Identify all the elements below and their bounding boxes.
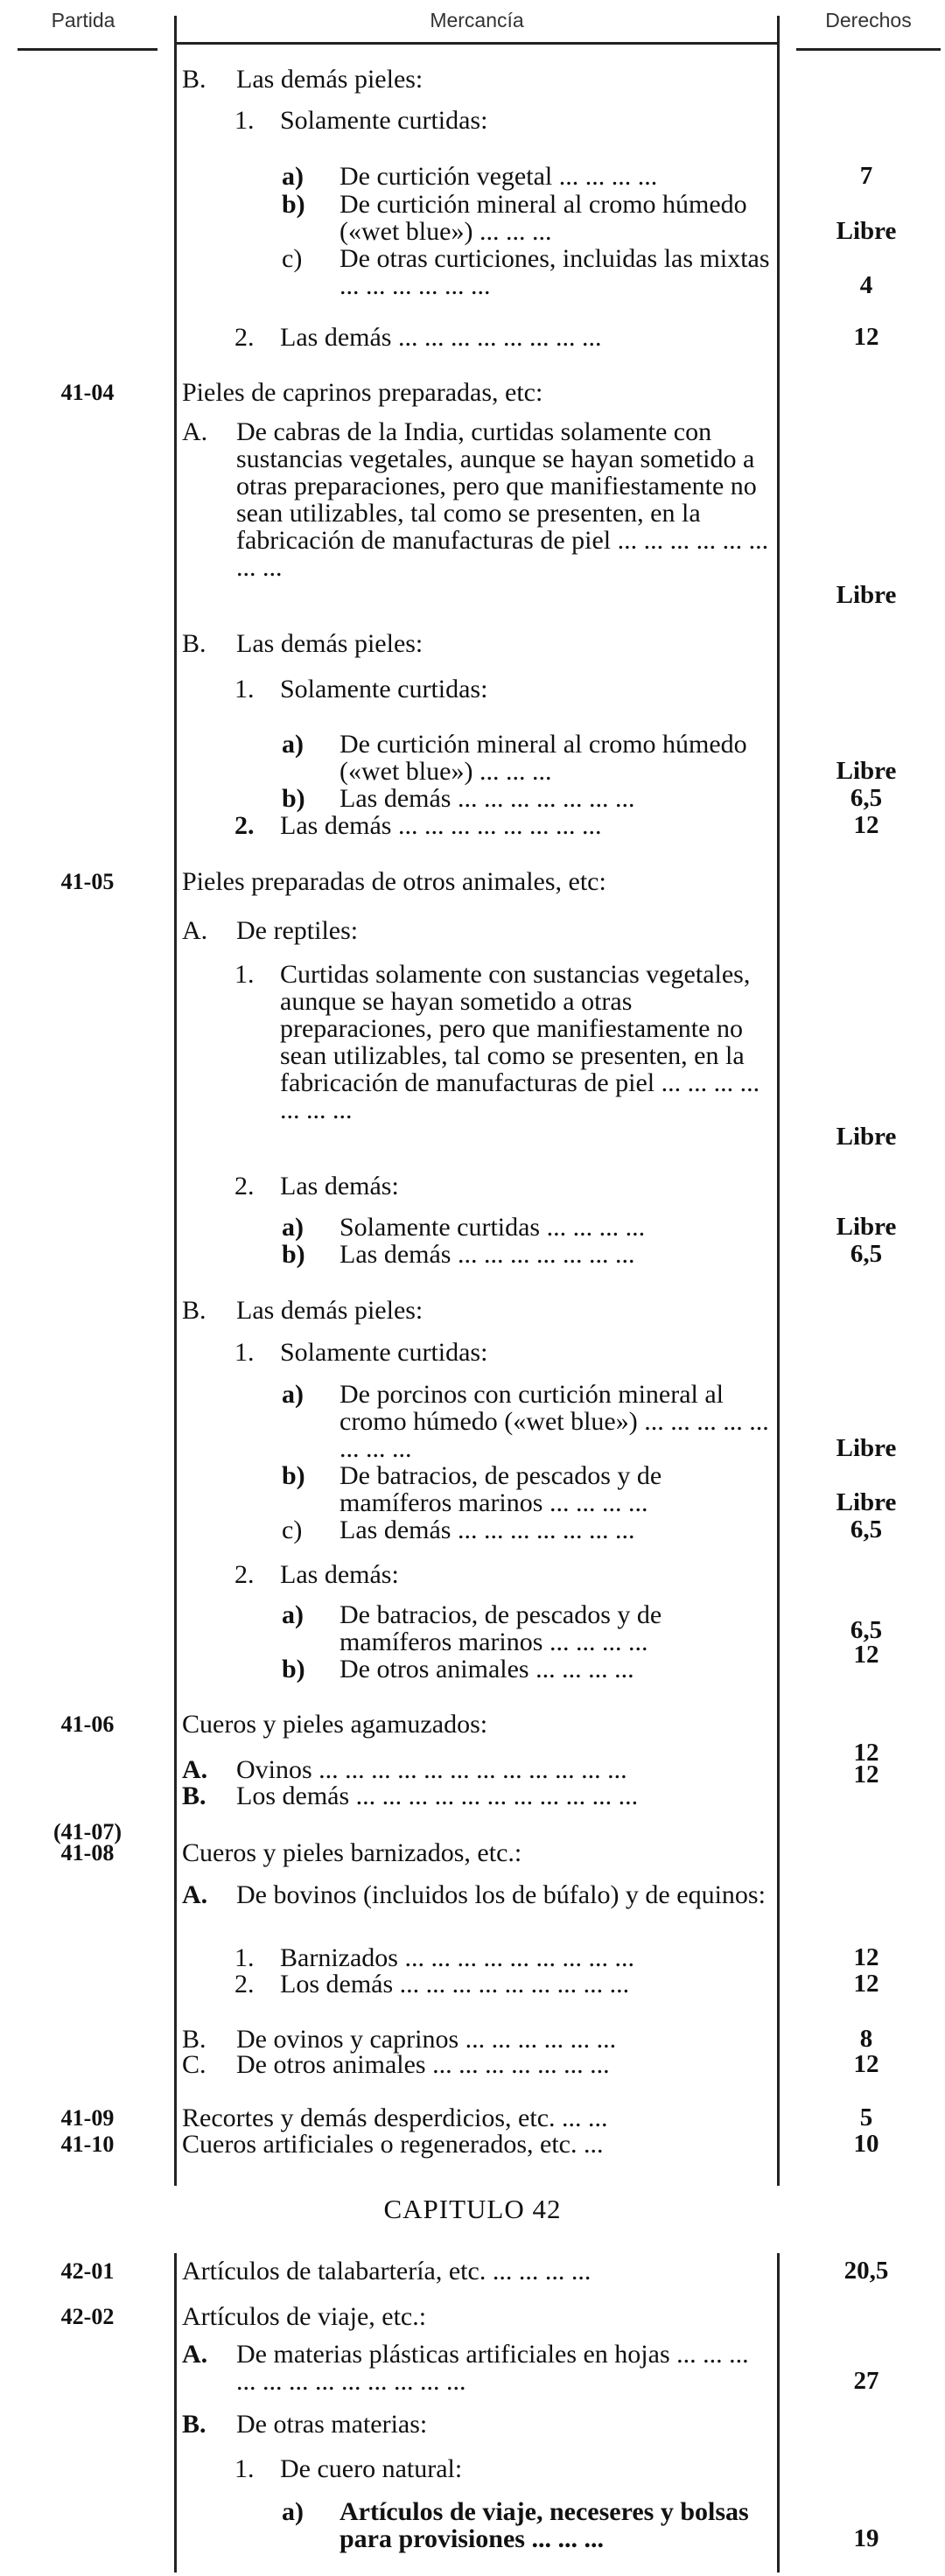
duty-value: Libre [836, 1434, 897, 1462]
item-text: De ovinos y caprinos ... ... ... ... ... ... [236, 2025, 617, 2054]
column-header-derechos: Derechos [825, 9, 912, 32]
duty-value: 12 [853, 1641, 879, 1669]
duty-value: 5 [859, 2104, 873, 2132]
heading-text: Pieles preparadas de otros animales, etc: [182, 867, 606, 896]
item-marker: A. [182, 417, 208, 446]
item-text: Solamente curtidas ... ... ... ... [340, 1213, 646, 1242]
partida-code: 41-05 [60, 869, 115, 894]
item-marker: C. [182, 2050, 206, 2079]
duty-value: Libre [836, 1488, 897, 1516]
item-text: Los demás ... ... ... ... ... ... ... ... ... ... ... [236, 1782, 639, 1810]
item-marker: a) [282, 2497, 304, 2526]
item-text: Barnizados ... ... ... ... ... ... ... ... ... [280, 1943, 634, 1972]
item-marker: a) [282, 162, 304, 191]
item-marker: 1. [234, 2454, 255, 2483]
item-marker: B. [182, 1296, 206, 1325]
header-rule-partida [18, 48, 158, 51]
item-marker: b) [282, 1240, 305, 1269]
item-text: De porcinos con curtición mineral al cromo húmedo («wet blue») ... ... ... ... ... ... ... ... [340, 1380, 769, 1463]
heading-text: Cueros artificiales o regenerados, etc. ... [182, 2130, 604, 2159]
duty-value: 12 [853, 1739, 879, 1767]
item-text: De curtición mineral al cromo húmedo («wet blue») ... ... ... [340, 190, 747, 246]
item-marker: 2. [234, 1560, 255, 1589]
item-marker: a) [282, 1600, 304, 1629]
partida-code: 42-02 [60, 2304, 115, 2329]
item-marker: 2. [234, 323, 255, 352]
heading-text: Cueros y pieles agamuzados: [182, 1710, 488, 1739]
duty-value: 20,5 [844, 2257, 889, 2285]
item-text: De otros animales ... ... ... ... [340, 1655, 634, 1684]
item-marker: 1. [234, 675, 255, 704]
item-text: Los demás ... ... ... ... ... ... ... ... ... [280, 1970, 630, 1998]
item-marker: b) [282, 1655, 305, 1684]
item-marker: B. [182, 2410, 206, 2439]
item-text: Las demás pieles: [236, 1296, 424, 1325]
partida-code: 41-09 [60, 2105, 115, 2131]
duty-value: 12 [853, 1970, 879, 1998]
heading-text: Recortes y demás desperdicios, etc. ... ... [182, 2104, 608, 2132]
duty-value: 12 [853, 1943, 879, 1971]
column-header-mercancia: Mercancía [430, 9, 524, 32]
item-marker: A. [182, 1880, 208, 1909]
item-text: De otros animales ... ... ... ... ... ... ... [236, 2050, 610, 2079]
item-text: Las demás ... ... ... ... ... ... ... [340, 1516, 635, 1544]
column-rule-left-ch42 [174, 2253, 177, 2572]
item-marker: A. [182, 1755, 208, 1784]
item-marker: 1. [234, 106, 255, 135]
item-text: Las demás ... ... ... ... ... ... ... ... [280, 323, 602, 352]
item-text: De otras materias: [236, 2410, 428, 2439]
partida-code: 41-10 [60, 2132, 115, 2157]
item-text: De cuero natural: [280, 2454, 463, 2483]
partida-code: 41-08 [60, 1840, 115, 1866]
column-header-partida: Partida [51, 9, 116, 32]
partida-code-reserved: (41-07) [53, 1819, 122, 1844]
item-text: Las demás pieles: [236, 629, 424, 658]
item-text: Curtidas solamente con sustancias vegetales, aunque se hayan sometido a otras preparaciones, pero que manifiestamente no sean utilizables, tal como se presenten, en la fabricación de manufacturas de piel ... ... ... ... ... ... ... [280, 960, 760, 1124]
duty-value: Libre [836, 1213, 897, 1241]
item-text: De batracios, de pescados y de mamíferos marinos ... ... ... ... [340, 1600, 662, 1656]
item-text: De curtición vegetal ... ... ... ... [340, 162, 658, 191]
item-text: De reptiles: [236, 916, 359, 945]
item-text: Las demás pieles: [236, 65, 424, 94]
item-text: De materias plásticas artificiales en hojas ... ... ... ... ... ... ... ... ... ... ... ... [236, 2340, 749, 2396]
item-marker: B. [182, 1782, 206, 1810]
partida-code: 42-01 [60, 2258, 115, 2284]
item-marker: 1. [234, 960, 255, 989]
partida-code: 41-06 [60, 1712, 115, 1737]
item-marker: B. [182, 65, 206, 94]
duty-value: Libre [836, 581, 897, 609]
item-text: Solamente curtidas: [280, 1338, 488, 1367]
item-text: Las demás ... ... ... ... ... ... ... ... [280, 811, 602, 840]
duty-value: 27 [853, 2367, 879, 2395]
chapter-title: CAPITULO 42 [383, 2194, 562, 2224]
item-marker: 1. [234, 1943, 255, 1972]
item-marker: 2. [234, 1970, 255, 1998]
item-text: De bovinos (incluidos los de búfalo) y de equinos: [236, 1880, 766, 1909]
partida-code: 41-04 [60, 380, 115, 405]
item-text: Las demás: [280, 1172, 399, 1200]
item-marker: A. [182, 916, 208, 945]
item-text: Solamente curtidas: [280, 106, 488, 135]
heading-text: Artículos de talabartería, etc. ... ... ... ... [182, 2257, 592, 2286]
duty-value: 7 [859, 162, 873, 190]
duty-value: 12 [853, 1760, 879, 1788]
duty-value: 6,5 [850, 1240, 883, 1268]
duty-value: 12 [853, 323, 879, 351]
heading-text: Cueros y pieles barnizados, etc.: [182, 1838, 522, 1867]
duty-value: Libre [836, 217, 897, 245]
item-text: De cabras de la India, curtidas solamente con sustancias vegetales, aunque se hayan sometido a otras preparaciones, pero que manifiestamente no sean utilizables, tal como se presenten, en la fabricación de manufacturas de piel ... ... ... ... ... ... ... ... [236, 417, 769, 582]
item-marker: 1. [234, 1338, 255, 1367]
duty-value: 6,5 [850, 1616, 883, 1644]
item-marker: a) [282, 1380, 304, 1409]
item-text: Solamente curtidas: [280, 675, 488, 704]
duty-value: 4 [859, 271, 873, 299]
item-marker: b) [282, 784, 305, 813]
duty-value: 6,5 [850, 784, 883, 812]
item-text: Las demás: [280, 1560, 399, 1589]
duty-value: 10 [853, 2130, 879, 2158]
duty-value: 12 [853, 811, 879, 839]
duty-value: Libre [836, 1123, 897, 1151]
item-marker: a) [282, 1213, 304, 1242]
item-text: De batracios, de pescados y de mamíferos marinos ... ... ... ... [340, 1461, 662, 1517]
item-marker: a) [282, 730, 304, 759]
heading-text: Pieles de caprinos preparadas, etc: [182, 378, 543, 407]
header-rule-derechos [796, 48, 941, 51]
item-marker: 2. [234, 1172, 255, 1200]
item-text: Ovinos ... ... ... ... ... ... ... ... ... ... ... ... [236, 1755, 627, 1784]
heading-text: Artículos de viaje, etc.: [182, 2302, 427, 2331]
item-text: Artículos de viaje, neceseres y bolsas para provisiones ... ... ... [340, 2497, 749, 2553]
item-marker: 2. [234, 811, 255, 840]
item-marker: c) [282, 244, 303, 273]
item-marker: B. [182, 2025, 206, 2054]
item-marker: A. [182, 2340, 208, 2369]
column-rule-right [777, 16, 780, 2186]
column-rule-right-ch42 [777, 2253, 780, 2572]
duty-value: 6,5 [850, 1516, 883, 1544]
duty-value: 12 [853, 2050, 879, 2078]
item-text: Las demás ... ... ... ... ... ... ... [340, 1240, 635, 1269]
item-marker: B. [182, 629, 206, 658]
header-rule-mercancia [175, 42, 779, 45]
item-text: De curtición mineral al cromo húmedo («wet blue») ... ... ... [340, 730, 747, 786]
duty-value: 8 [859, 2025, 873, 2053]
item-text: De otras curticiones, incluidas las mixtas ... ... ... ... ... ... [340, 244, 770, 300]
column-rule-left [174, 16, 177, 2186]
item-text: Las demás ... ... ... ... ... ... ... [340, 784, 635, 813]
duty-value: 19 [853, 2524, 879, 2552]
item-marker: b) [282, 190, 305, 219]
item-marker: b) [282, 1461, 305, 1490]
item-marker: c) [282, 1516, 303, 1544]
duty-value: Libre [836, 757, 897, 785]
